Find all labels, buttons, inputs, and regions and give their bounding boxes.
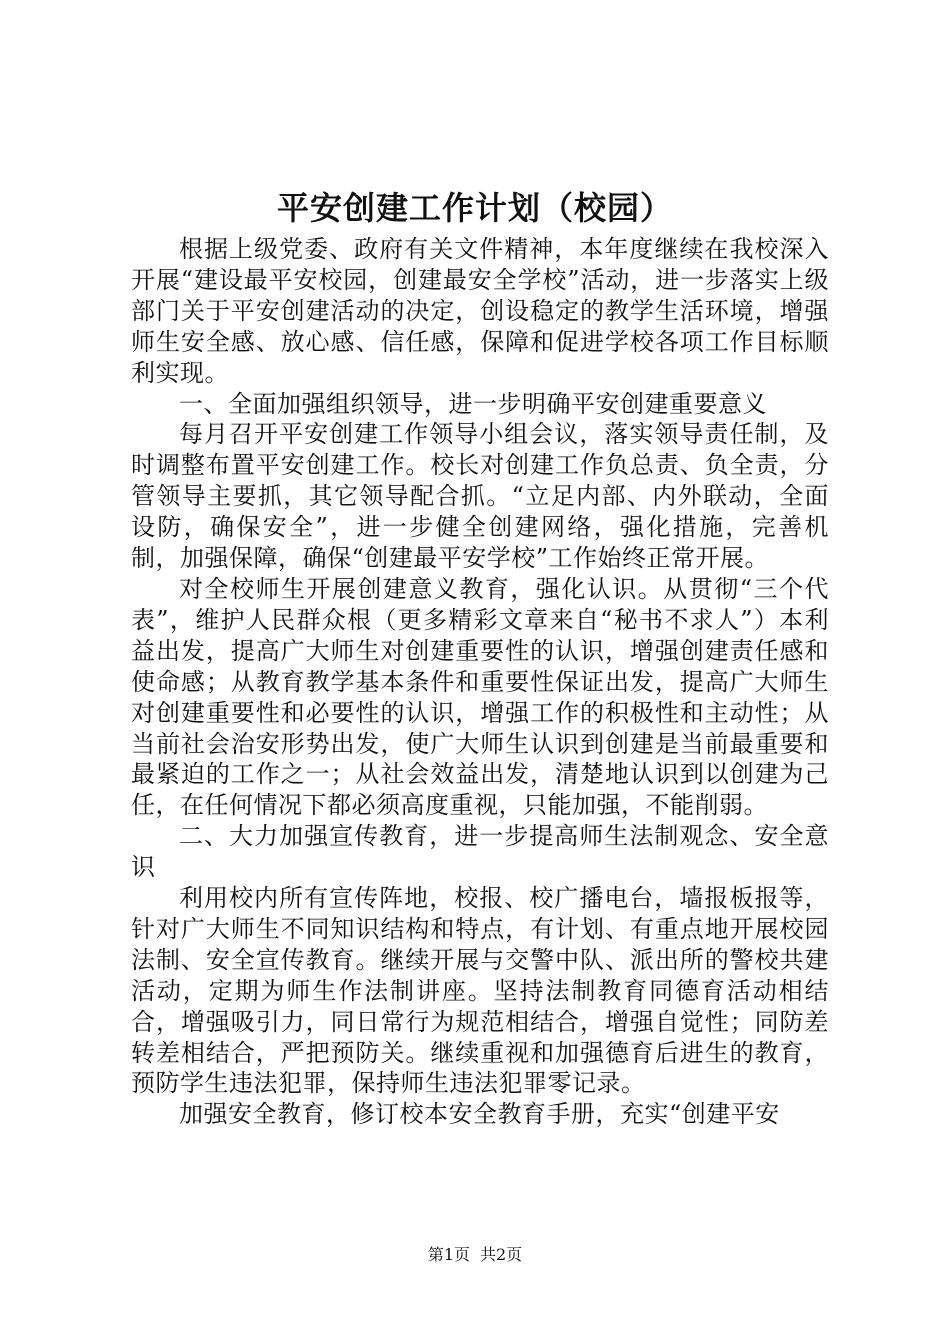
section-heading-2: 二、大力加强宣传教育，进一步提高师生法制观念、安全意识 (131, 822, 829, 882)
paragraph-intro: 根据上级党委、政府有关文件精神，本年度继续在我校深入开展“建设最平安校园，创建最安全学校”活动，进一步落实上级部门关于平安创建活动的决定，创设稳定的教学生活环境，增强师生安全感、放心感、信任感，保障和促进学校各项工作目标顺利实现。 (131, 235, 829, 387)
section-heading-1: 一、全面加强组织领导，进一步明确平安创建重要意义 (179, 389, 767, 418)
paragraph: 利用校内所有宣传阵地，校报、校广播电台，墙报板报等，针对广大师生不同知识结构和特点，有计划、有重点地开展校园法制、安全宣传教育。继续开展与交警中队、派出所的警校共建活动，定期为师生作法制讲座。坚持法制教育同德育活动相结合，增强吸引力，同日常行为规范相结合，增强自觉性；同防差转差相结合，严把预防关。继续重视和加强德育后进生的教育，预防学生违法犯罪，保持师生违法犯罪零记录。 (131, 884, 829, 1098)
page-number-current: 第1页 (427, 1245, 470, 1264)
page-number-total: 共2页 (480, 1245, 523, 1264)
paragraph: 每月召开平安创建工作领导小组会议，落实领导责任制，及时调整布置平安创建工作。校长对创建工作负总责、负全责，分管领导主要抓，其它领导配合抓。“立足内部、内外联动，全面设防，确保安全”，进一步健全创建网络，强化措施，完善机制，加强保障，确保“创建最平安学校”工作始终正常开展。 (131, 420, 829, 573)
document-title: 平安创建工作计划（校园） (276, 189, 673, 227)
document-body (131, 234, 829, 1130)
paragraph: 对全校师生开展创建意义教育，强化认识。从贯彻“三个代表”，维护人民群众根（更多精彩文章来自“秘书不求人”）本利益出发，提高广大师生对创建重要性的认识，增强创建责任感和使命感；从教育教学基本条件和重要性保证出发，提高广大师生对创建重要性和必要性的认识，增强工作的积极性和主动性；从当前社会治安形势出发，使广大师生认识到创建是当前最重要和最紧迫的工作之一；从社会效益出发，清楚地认识到以创建为己任，在任何情况下都必须高度重视，只能加强，不能削弱。 (131, 574, 829, 820)
page-footer (0, 1243, 950, 1267)
paragraph: 加强安全教育，修订校本安全教育手册，充实“创建平安 (179, 1100, 780, 1129)
